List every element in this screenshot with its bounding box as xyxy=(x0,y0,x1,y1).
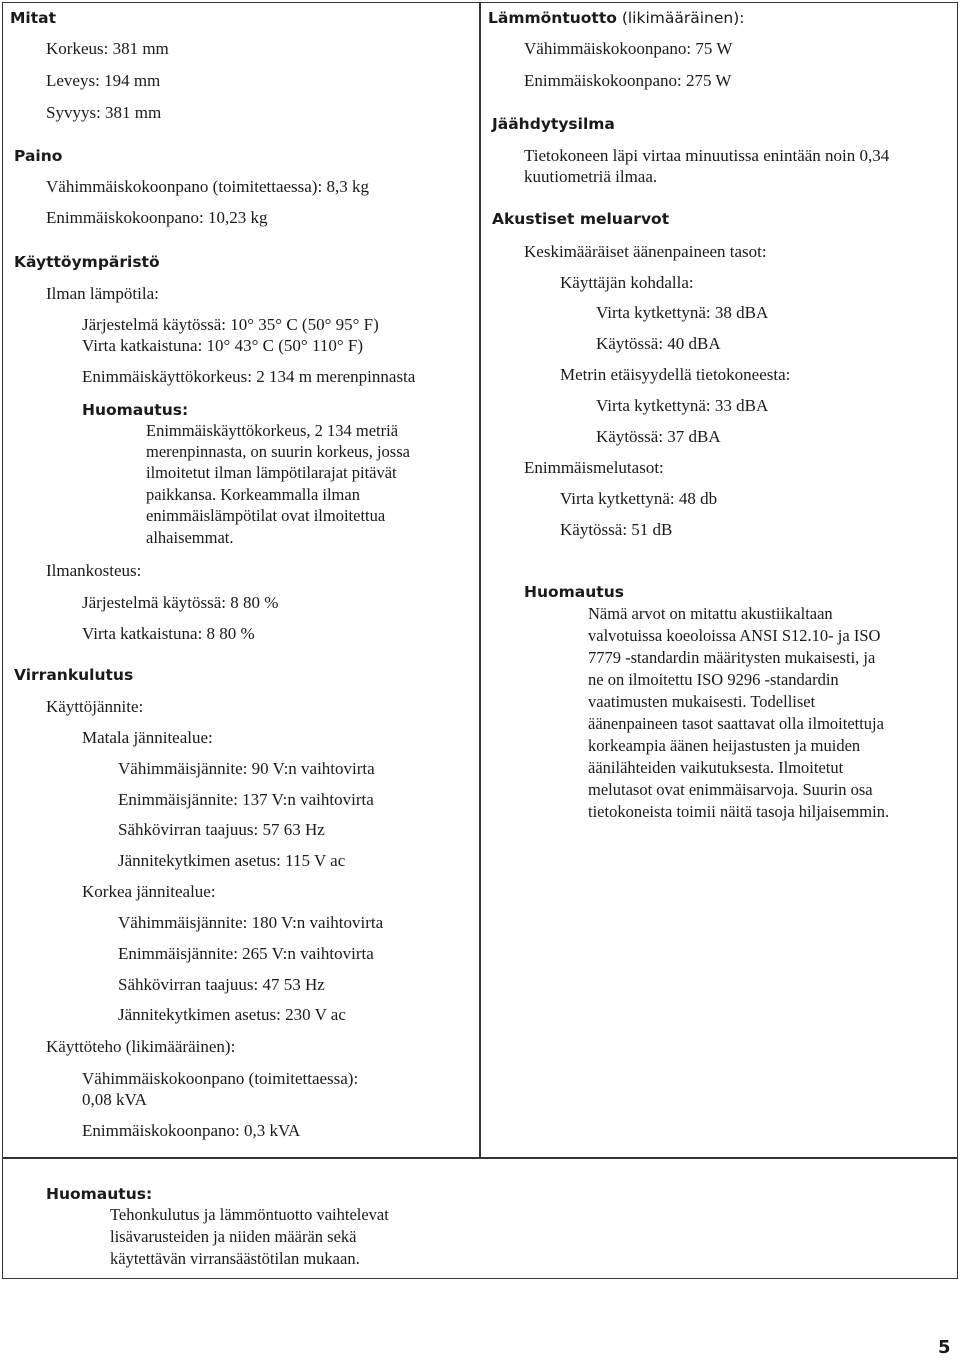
note-line: enimmäislämpötilat ovat ilmoitettua xyxy=(146,506,386,525)
kayttoteho-vahimmais-arvo: 0,08 kVA xyxy=(82,1090,147,1109)
kayttajan-kohdalla-label: Käyttäjän kohdalla: xyxy=(560,273,694,292)
note-line: äänenpaineen tasot saattavat olla ilmoitettuja xyxy=(588,714,884,733)
matala-taajuus: Sähkövirran taajuus: 57 63 Hz xyxy=(118,820,325,839)
footer-note-line: lisävarusteiden ja niiden määrän sekä xyxy=(110,1227,357,1246)
kayttojannite-label: Käyttöjännite: xyxy=(46,697,144,716)
footer-divider xyxy=(2,1157,958,1159)
note-line: Enimmäiskäyttökorkeus, 2 134 metriä xyxy=(146,421,399,440)
metrin-etaisyydella-label: Metrin etäisyydellä tietokoneesta: xyxy=(560,365,791,384)
footer-note-label: Huomautus: xyxy=(46,1185,153,1203)
jaahdytysilma-text-1: Tietokoneen läpi virtaa minuutissa enintään noin 0,34 xyxy=(524,146,890,165)
matala-vahimmaisjannite: Vähimmäisjännite: 90 V:n vaihtovirta xyxy=(118,759,375,778)
note-line: äänilähteiden vaikutuksesta. Ilmoitetut xyxy=(588,758,844,777)
matala-jannitealue-label: Matala jännitealue: xyxy=(82,728,213,747)
enimmaismelutasot-label: Enimmäismelutasot: xyxy=(524,458,664,477)
note-line: merenpinnasta, on suurin korkeus, jossa xyxy=(146,442,410,461)
note-line: 7779 -standardin määritysten mukaisesti, ja xyxy=(588,648,876,667)
mitat-korkeus: Korkeus: 381 mm xyxy=(46,39,169,58)
metri-virta-kytkettyna: Virta kytkettynä: 33 dBA xyxy=(596,396,769,415)
kayttaja-virta-kytkettyna: Virta kytkettynä: 38 dBA xyxy=(596,303,769,322)
ilmankosteus-label: Ilmankosteus: xyxy=(46,561,142,580)
metri-kaytossa: Käytössä: 37 dBA xyxy=(596,427,721,446)
lammontuotto-enimmais: Enimmäiskokoonpano: 275 W xyxy=(524,71,732,90)
kosteus-kaytossa: Järjestelmä käytössä: 8 80 % xyxy=(82,593,279,612)
enimmais-virta-kytkettyna: Virta kytkettynä: 48 db xyxy=(560,489,718,508)
note-line: vaatimusten mukaisesti. Todelliset xyxy=(588,692,816,711)
jaahdytysilma-text-2: kuutiometriä ilmaa. xyxy=(524,167,658,186)
note-line: korkeampia äänen heijastusten ja muiden xyxy=(588,736,861,755)
enimmaiskayttokorkeus: Enimmäiskäyttökorkeus: 2 134 m merenpinnasta xyxy=(82,367,416,386)
note-line: ilmoitetut ilman lämpötilarajat pitävät xyxy=(146,463,397,482)
section-heading-jaahdytysilma: Jäähdytysilma xyxy=(492,115,615,133)
kayttaja-kaytossa: Käytössä: 40 dBA xyxy=(596,334,721,353)
paino-enimmais: Enimmäiskokoonpano: 10,23 kg xyxy=(46,208,268,227)
korkea-kytkin: Jännitekytkimen asetus: 230 V ac xyxy=(118,1005,346,1024)
note-line: Nämä arvot on mitattu akustiikaltaan xyxy=(588,604,833,623)
page-number: 5 xyxy=(938,1337,951,1358)
enimmais-kaytossa: Käytössä: 51 dB xyxy=(560,520,673,539)
kayttoteho-vahimmais: Vähimmäiskokoonpano (toimitettaessa): xyxy=(82,1069,359,1088)
section-heading-mitat: Mitat xyxy=(10,9,57,27)
section-heading-paino: Paino xyxy=(14,147,63,165)
note-line: ne on ilmoitettu ISO 9296 -standardin xyxy=(588,670,839,689)
note-line: paikkansa. Korkeammalla ilman xyxy=(146,485,360,504)
note-line: melutasot ovat enimmäisarvoja. Suurin osa xyxy=(588,780,873,799)
kosteus-katkaistuna: Virta katkaistuna: 8 80 % xyxy=(82,624,255,643)
lammontuotto-heading: Lämmöntuotto xyxy=(488,9,617,27)
section-heading-lammontuotto xyxy=(488,8,745,28)
kayttoteho-enimmais: Enimmäiskokoonpano: 0,3 kVA xyxy=(82,1121,301,1140)
note-line: valvotuissa koeoloissa ANSI S12.10- ja ISO xyxy=(588,626,881,645)
keskimaaraiset-label: Keskimääräiset äänenpaineen tasot: xyxy=(524,242,767,261)
korkea-jannitealue-label: Korkea jännitealue: xyxy=(82,882,216,901)
ilman-lampotila-label: Ilman lämpötila: xyxy=(46,284,159,303)
footer-note-line: käytettävän virransäästötilan mukaan. xyxy=(110,1249,360,1268)
column-divider xyxy=(479,2,481,1158)
section-heading-kayttoymparisto: Käyttöympäristö xyxy=(14,253,160,271)
lammontuotto-heading-suffix: (likimääräinen): xyxy=(616,9,745,27)
note-line: tietokoneista toimii näitä tasoja hiljaisemmin. xyxy=(588,802,890,821)
note-label-melu: Huomautus xyxy=(524,583,624,601)
lammontuotto-vahimmais: Vähimmäiskokoonpano: 75 W xyxy=(524,39,733,58)
matala-kytkin: Jännitekytkimen asetus: 115 V ac xyxy=(118,851,346,870)
lampotila-katkaistuna: Virta katkaistuna: 10° 43° C (50° 110° F) xyxy=(82,336,363,355)
matala-enimmaisjannite: Enimmäisjännite: 137 V:n vaihtovirta xyxy=(118,790,374,809)
kayttoteho-label: Käyttöteho (likimääräinen): xyxy=(46,1037,236,1056)
paino-vahimmais: Vähimmäiskokoonpano (toimitettaessa): 8,3 kg xyxy=(46,177,369,196)
section-heading-virrankulutus: Virrankulutus xyxy=(14,666,134,684)
mitat-leveys: Leveys: 194 mm xyxy=(46,71,161,90)
lampotila-kaytossa: Järjestelmä käytössä: 10° 35° C (50° 95° F) xyxy=(82,315,379,334)
section-heading-melu: Akustiset meluarvot xyxy=(492,210,670,228)
korkea-enimmaisjannite: Enimmäisjännite: 265 V:n vaihtovirta xyxy=(118,944,374,963)
note-label-korkeus: Huomautus: xyxy=(82,401,189,419)
korkea-vahimmaisjannite: Vähimmäisjännite: 180 V:n vaihtovirta xyxy=(118,913,384,932)
korkea-taajuus: Sähkövirran taajuus: 47 53 Hz xyxy=(118,975,325,994)
note-line: alhaisemmat. xyxy=(146,528,234,547)
footer-note-line: Tehonkulutus ja lämmöntuotto vaihtelevat xyxy=(110,1205,389,1224)
mitat-syvyys: Syvyys: 381 mm xyxy=(46,103,162,122)
